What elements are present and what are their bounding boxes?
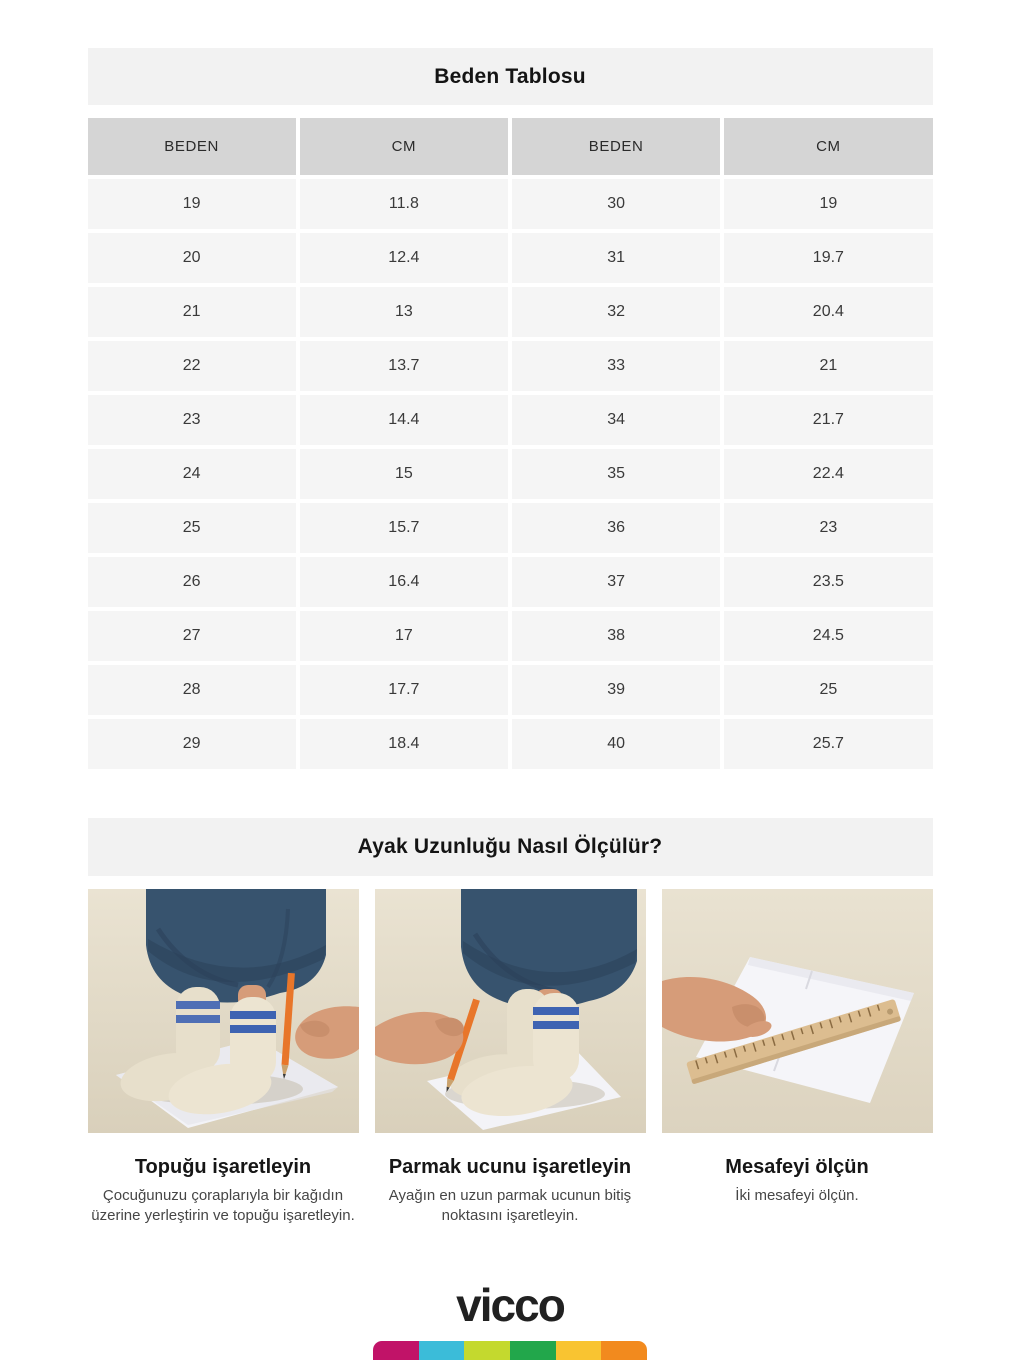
- size-cell: 30: [512, 179, 720, 229]
- bar-segment-lime: [464, 1341, 510, 1360]
- measure-title: Ayak Uzunluğu Nasıl Ölçülür?: [357, 835, 663, 858]
- size-cell: 38: [512, 611, 720, 661]
- size-table-header-cm-2: CM: [724, 118, 932, 175]
- size-cell: 22.4: [724, 449, 932, 499]
- size-cell: 23: [724, 503, 932, 553]
- size-cell: 16.4: [300, 557, 508, 607]
- size-cell: 13: [300, 287, 508, 337]
- size-cell: 32: [512, 287, 720, 337]
- size-cell: 12.4: [300, 233, 508, 283]
- size-cell: 22: [88, 341, 296, 391]
- size-cell: 25: [88, 503, 296, 553]
- size-cell: 17.7: [300, 665, 508, 715]
- size-cell: 27: [88, 611, 296, 661]
- vicco-logo: vicco: [456, 1279, 564, 1331]
- size-cell: 17: [300, 611, 508, 661]
- size-cell: 40: [512, 719, 720, 769]
- size-cell: 20: [88, 233, 296, 283]
- size-cell: 15: [300, 449, 508, 499]
- size-cell: 28: [88, 665, 296, 715]
- size-cell: 26: [88, 557, 296, 607]
- size-cell: 21: [724, 341, 932, 391]
- bar-segment-cyan: [419, 1341, 465, 1360]
- size-cell: 15.7: [300, 503, 508, 553]
- size-cell: 24.5: [724, 611, 932, 661]
- size-cell: 31: [512, 233, 720, 283]
- size-cell: 20.4: [724, 287, 932, 337]
- footer: [0, 1278, 1020, 1332]
- bar-segment-green: [510, 1341, 556, 1360]
- size-cell: 29: [88, 719, 296, 769]
- size-table-title-band: [88, 48, 933, 105]
- size-cell: 36: [512, 503, 720, 553]
- step-measure-distance: [662, 889, 933, 1227]
- size-cell: 18.4: [300, 719, 508, 769]
- bar-segment-magenta: [373, 1341, 419, 1360]
- size-cell: 35: [512, 449, 720, 499]
- size-cell: 39: [512, 665, 720, 715]
- size-cell: 19: [724, 179, 932, 229]
- step-mark-toe: [375, 889, 646, 1227]
- step-description: İki mesafeyi ölçün.: [735, 1187, 859, 1204]
- step-title: Parmak ucunu işaretleyin: [388, 1156, 632, 1178]
- step-description: Ayağın en uzun parmak ucunun bitiş noktasını işaretleyin.: [388, 1187, 632, 1225]
- step-description: Çocuğunuzu çoraplarıyla bir kağıdın üzerine yerleştirin ve topuğu işaretleyin.: [91, 1187, 355, 1225]
- measure-distance-photo: [662, 889, 933, 1133]
- size-cell: 33: [512, 341, 720, 391]
- size-cell: 11.8: [300, 179, 508, 229]
- size-cell: 21.7: [724, 395, 932, 445]
- measure-steps: [88, 889, 933, 1227]
- measure-title-band: [88, 818, 933, 876]
- bar-segment-yellow: [556, 1341, 602, 1360]
- size-cell: 25.7: [724, 719, 932, 769]
- size-cell: 21: [88, 287, 296, 337]
- size-table-header-cm-1: CM: [300, 118, 508, 175]
- mark-heel-photo: [88, 889, 359, 1133]
- size-cell: 23.5: [724, 557, 932, 607]
- bar-segment-orange: [601, 1341, 647, 1360]
- size-cell: 24: [88, 449, 296, 499]
- brand-color-bar: [373, 1341, 647, 1360]
- size-cell: 19: [88, 179, 296, 229]
- size-table-header-beden-1: BEDEN: [88, 118, 296, 175]
- size-table-title: Beden Tablosu: [434, 64, 586, 88]
- size-cell: 14.4: [300, 395, 508, 445]
- size-table-header-beden-2: BEDEN: [512, 118, 720, 175]
- size-cell: 25: [724, 665, 932, 715]
- mark-toe-photo: [375, 889, 646, 1133]
- size-table: [88, 118, 933, 769]
- step-title: Mesafeyi ölçün: [725, 1156, 869, 1178]
- size-cell: 34: [512, 395, 720, 445]
- size-cell: 13.7: [300, 341, 508, 391]
- step-mark-heel: [88, 889, 359, 1227]
- size-cell: 37: [512, 557, 720, 607]
- size-cell: 23: [88, 395, 296, 445]
- size-cell: 19.7: [724, 233, 932, 283]
- step-title: Topuğu işaretleyin: [134, 1156, 312, 1178]
